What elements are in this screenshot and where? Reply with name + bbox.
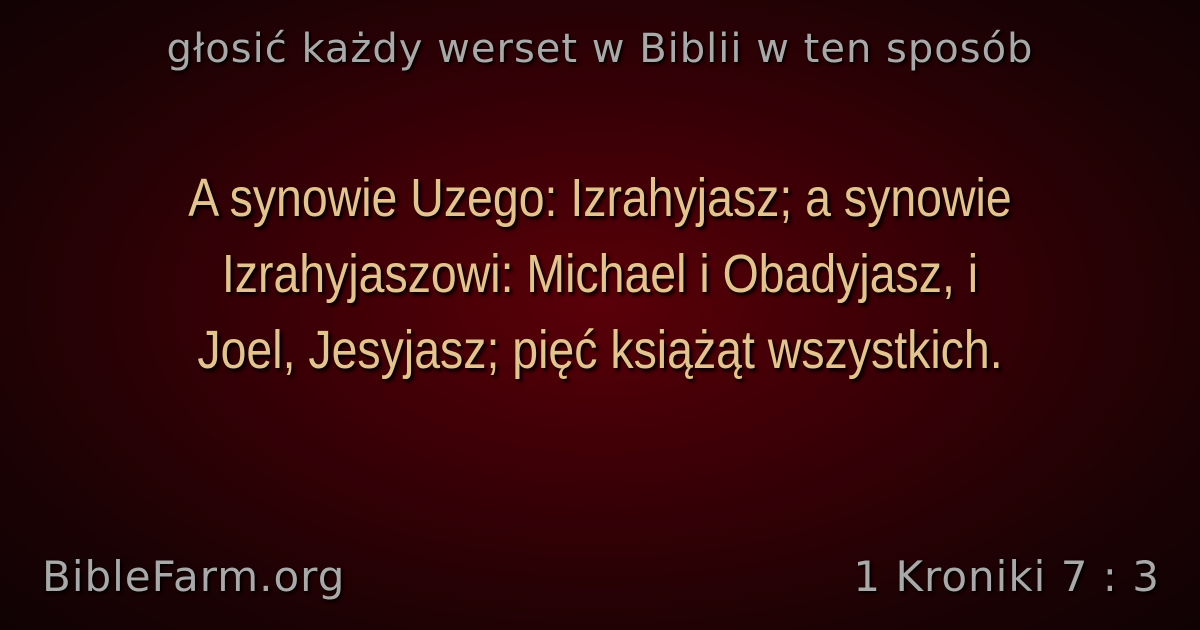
site-watermark: BibleFarm.org: [42, 552, 346, 601]
verse-text: [118, 160, 1081, 388]
verse-line-3: Joel, Jesyjasz; pięć książąt wszystkich.: [197, 320, 1003, 380]
verse-reference: 1 Kroniki 7 : 3: [853, 552, 1160, 601]
verse-line-2: Izrahyjaszowi: Michael i Obadyjasz, i: [221, 244, 979, 304]
tagline: głosić każdy werset w Biblii w ten sposób: [166, 26, 1034, 72]
verse-line-1: A synowie Uzego: Izrahyjasz; a synowie: [188, 168, 1012, 228]
